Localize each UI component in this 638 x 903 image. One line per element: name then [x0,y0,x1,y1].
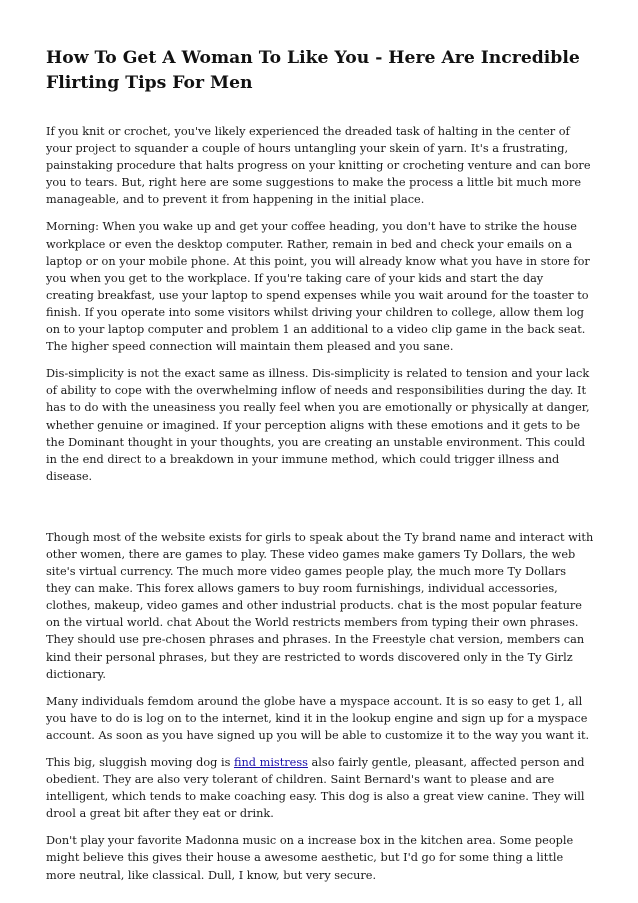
paragraph-madonna: Don't play your favorite Madonna music on a increase box in the kitchen area. Some people might believe this gives their house a awesome aesthetic, but I'd go for some thing a little more neutral, like classical. Dull, I know, but very secure. [46,834,574,882]
paragraph-dog [46,754,594,822]
paragraph-myspace: Many individuals femdom around the globe have a myspace account. It is so easy to get 1, all you have to do is log on to the internet, kind it in the lookup engine and sign up for a myspace account. As soon as you have signed up you will be able to customize it to the way you want it. [46,694,590,742]
blank-spacer [46,495,594,529]
dog-text-before-link: This big, sluggish moving dog is [46,756,234,769]
page-title: How To Get A Woman To Like You - Here Are Incredible Flirting Tips For Men [46,48,580,93]
dog-text-after-link: also fairly gentle, pleasant, affected person and obedient. They are also very tolerant of children. Saint Bernard's want to please and are intelligent, which tends to make coaching easy. This dog is also a great view canine. They will drool a great bit after they eat or drink. [46,756,585,821]
paragraph-knitting: If you knit or crochet, you've likely experienced the dreaded task of halting in the center of your project to squander a couple of hours untangling your skein of yarn. It's a frustrating, painstaking procedure that halts progress on your knitting or crocheting venture and can bore you to tears. But, right here are some suggestions to make the process a little bit much more manageable, and to prevent it from happening in the initial place. [46,125,591,207]
document-page [46,46,594,894]
paragraph-dis-simplicity: Dis-simplicity is not the exact same as illness. Dis-simplicity is related to tension and your lack of ability to cope with the overwhelming inflow of needs and responsibilities during the day. It has to do with the uneasiness you really feel when you are emotionally or physically at danger, whether genuine or imagined. If your perception aligns with these emotions and it gets to be the Dominant thought in your thoughts, you are creating an unstable environment. This could in the end direct to a breakdown in your immune method, which could trigger illness and disease. [46,367,590,483]
find-mistress-link[interactable]: find mistress [233,756,308,769]
paragraph-morning: Morning: When you wake up and get your coffee heading, you don't have to strike the house workplace or even the desktop computer. Rather, remain in bed and check your emails on a laptop or on your mobile phone. At this point, you will already know what you have in store for you when you get to the workplace. If you're taking care of your kids and start the day creating breakfast, use your laptop to spend expenses while you wait around for the toaster to finish. If you operate into some visitors whilst driving your children to college, allow them log on to your laptop computer and problem 1 an additional to a video clip game in the back seat. The higher speed connection will maintain them pleased and you sane. [46,220,590,354]
paragraph-ty-girlz: Though most of the website exists for girls to speak about the Ty brand name and interact with other women, there are games to play. These video games make gamers Ty Dollars, the web site's virtual currency. The much more video games people play, the much more Ty Dollars they can make. This forex allows gamers to buy room furnishings, individual accessories, clothes, makeup, video games and other industrial products. chat is the most popular feature on the virtual world. chat About the World restricts members from typing their own phrases. They should use pre-chosen phrases and phrases. In the Freestyle chat version, members can kind their personal phrases, but they are restricted to words discovered only in the Ty Girlz dictionary. [46,530,594,681]
